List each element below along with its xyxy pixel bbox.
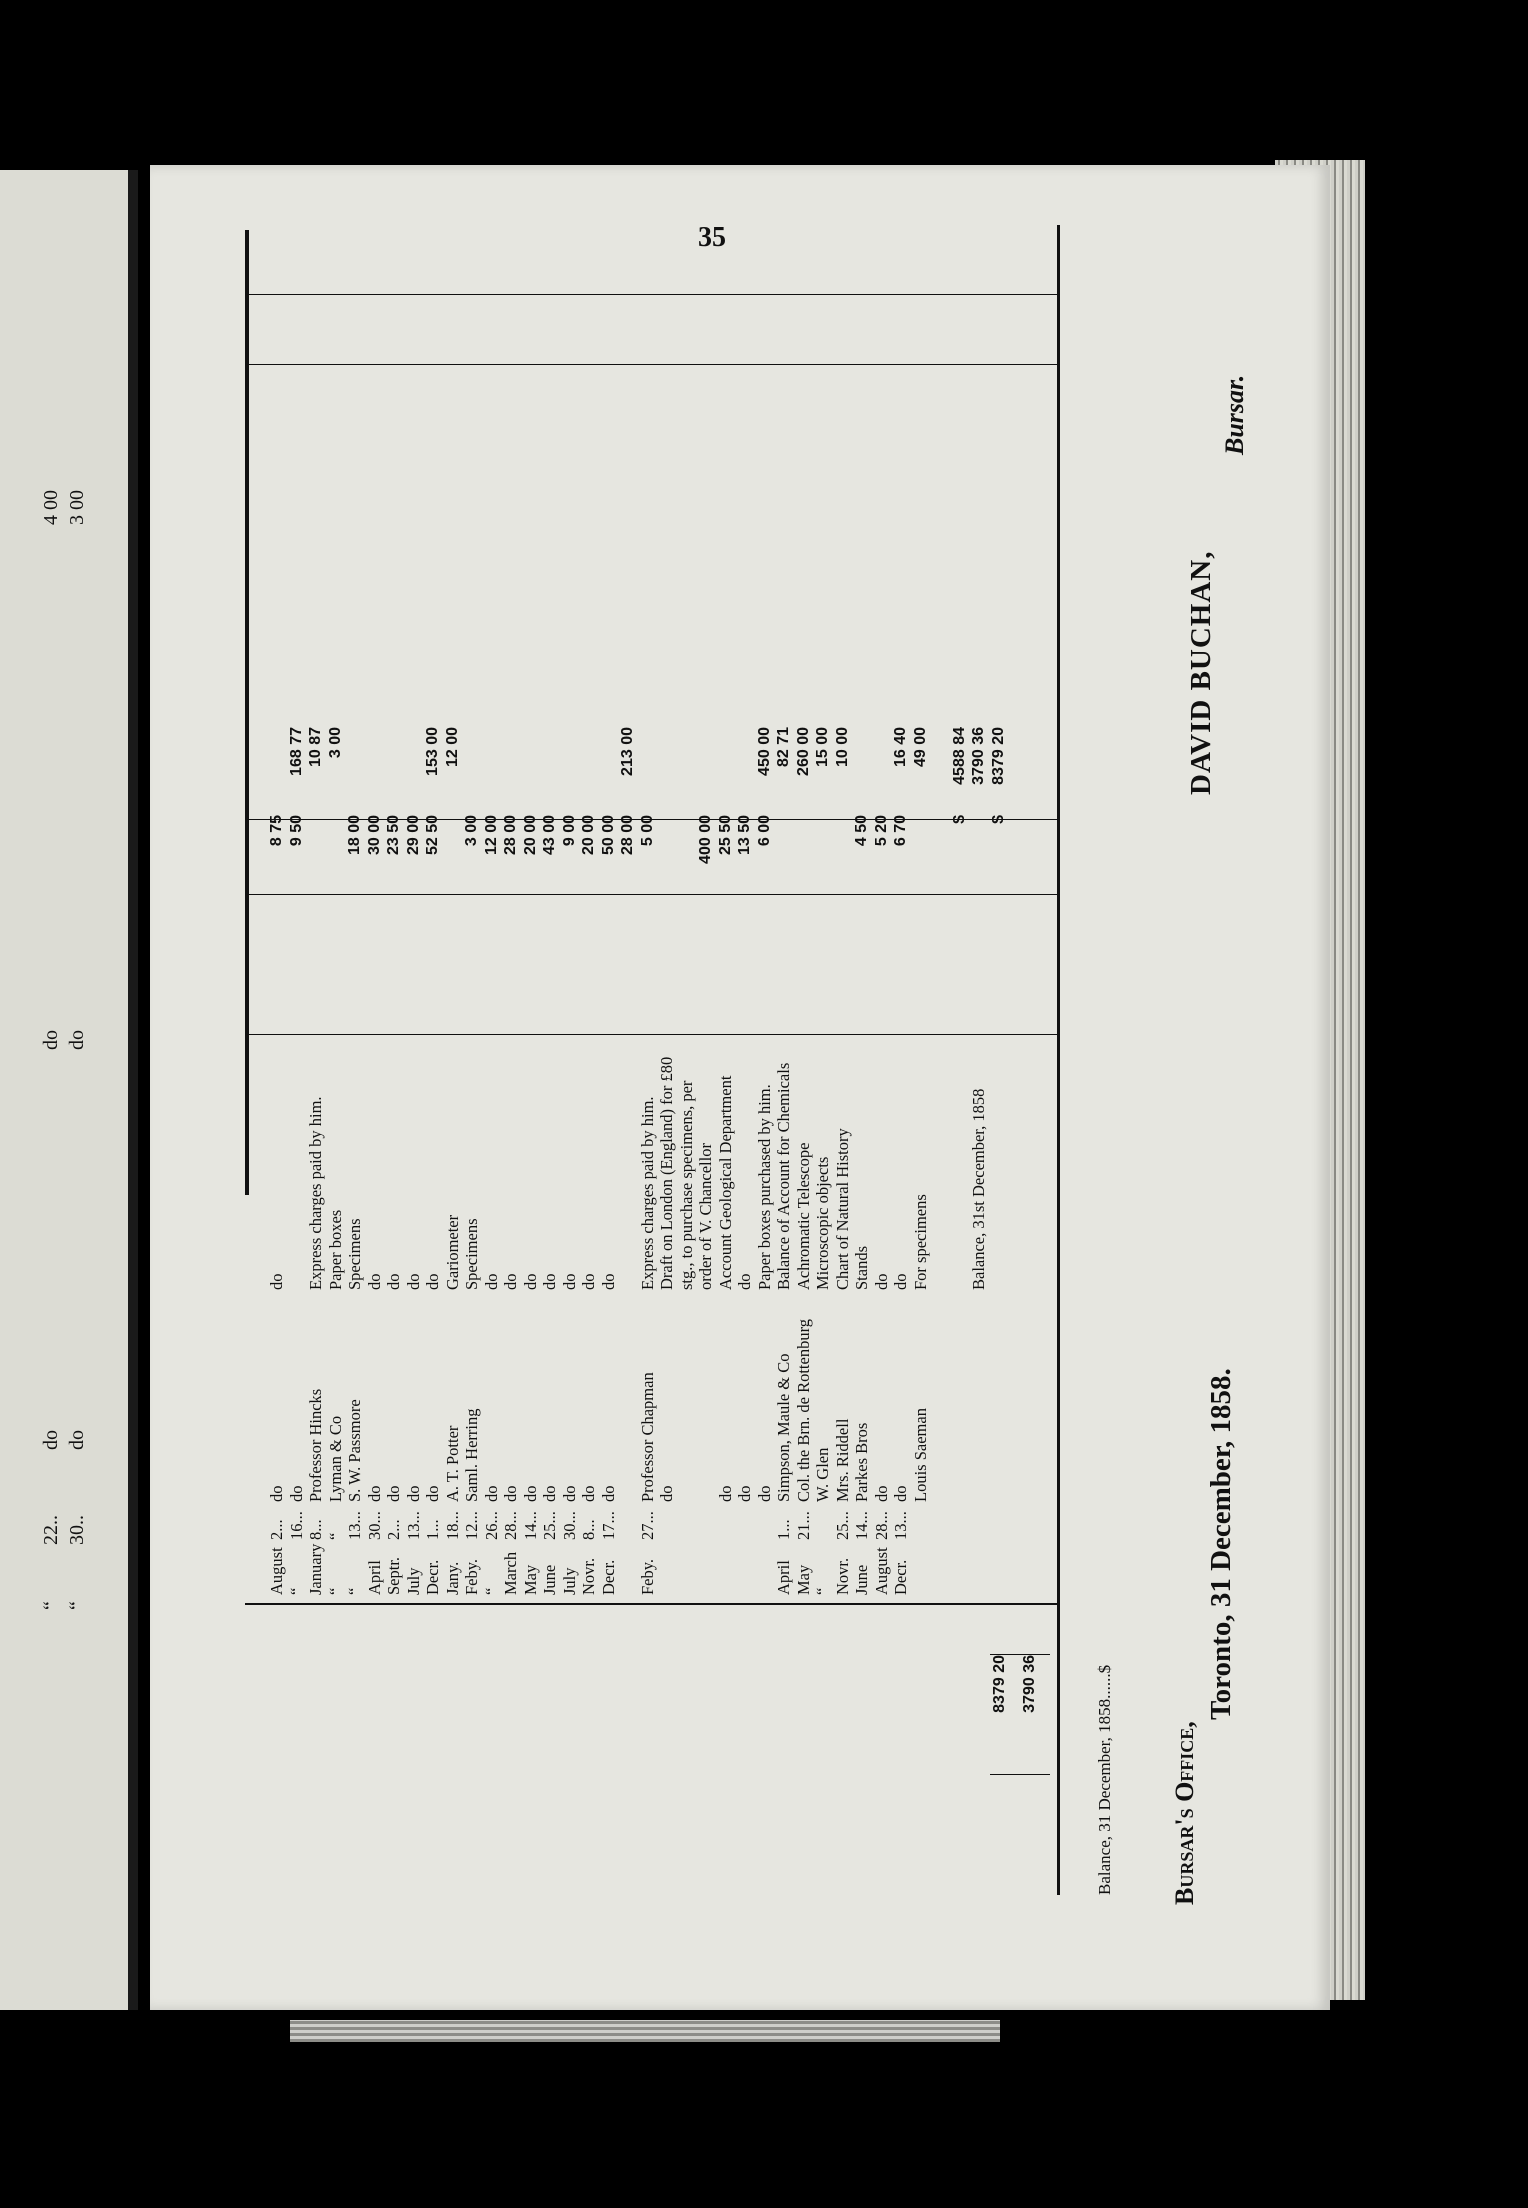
ledger-cell-total: 10 87: [307, 727, 324, 768]
ledger-cell-name: do: [715, 1485, 735, 1502]
ledger-cell-name: Col. the Brn. de Rottenburg: [793, 1318, 813, 1502]
ledger-cell-desc: do: [403, 1273, 423, 1290]
ledger-cell-sub: 4 50: [853, 815, 870, 847]
facing-amount: 3 00: [66, 490, 88, 525]
ledger-left-rule: [245, 1603, 1060, 1605]
ledger-cell-desc: Achromatic Telescope: [793, 1142, 813, 1290]
ledger-cell-name: Simpson, Maule & Co: [774, 1353, 793, 1502]
ledger-cell-name: do: [754, 1485, 774, 1502]
summary-total: 4588 84: [950, 727, 968, 785]
ledger-cell-desc: do: [481, 1273, 501, 1290]
ledger-cell-name: Parkes Bros: [852, 1422, 871, 1502]
ledger-cell-day: 14...: [520, 1511, 540, 1540]
ledger-cell-desc: Draft on London (England) for £80: [657, 1056, 676, 1290]
ledger-cell-day: 13...: [891, 1511, 910, 1540]
ledger-cell-month: March: [501, 1551, 520, 1595]
ledger-cell-day: 1...: [423, 1519, 442, 1540]
opening-amount: 3790 36: [1021, 1655, 1038, 1713]
facing-text: do: [40, 1030, 62, 1050]
ledger-cell-day: 12...: [462, 1511, 481, 1540]
ledger-cell-name: do: [579, 1485, 598, 1502]
facing-text: 30..: [66, 1515, 88, 1545]
ledger-cell-desc: Paper boxes: [325, 1209, 345, 1290]
signatory-name: DAVID BUCHAN,: [1185, 550, 1217, 795]
ledger-cell-desc: do: [598, 1273, 618, 1290]
book-edge: [290, 2020, 1000, 2042]
ledger-cell-month: Novr.: [579, 1557, 598, 1595]
ledger-cell-total: 450 00: [755, 727, 773, 776]
ledger-top-rule: [245, 230, 249, 1195]
ledger-cell-month: Novr.: [832, 1557, 852, 1595]
ledger-cell-total: 49 00: [911, 727, 929, 768]
facing-text: “: [40, 1601, 62, 1610]
place-date: Toronto, 31 December, 1858.: [1205, 1368, 1237, 1720]
ledger-cell-desc: Gariometer: [442, 1214, 462, 1290]
facing-text: 22..: [40, 1515, 62, 1545]
opening-rule: [990, 1774, 1050, 1775]
ledger-cell-name: do: [267, 1485, 286, 1502]
ledger-cell-total: 153 00: [424, 727, 441, 776]
ledger-cell-sub: 25 50: [716, 815, 734, 856]
ledger-cell-desc: do: [267, 1273, 286, 1290]
ledger-cell-sub: 5 00: [638, 815, 656, 847]
summary-total: 8379 20: [989, 727, 1007, 785]
ledger-cell-day: 27...: [637, 1511, 657, 1540]
ledger-cell-desc: Balance of Account for Chemicals: [774, 1062, 793, 1290]
ledger-cell-sub: 5 20: [872, 815, 890, 847]
ledger-cell-desc: do: [871, 1273, 891, 1290]
ledger-cell-total: 213 00: [619, 727, 636, 776]
ledger-cell-day: 2...: [384, 1519, 403, 1540]
ledger-cell-name: do: [423, 1485, 442, 1502]
ledger-cell-month: August: [871, 1547, 891, 1595]
ledger-cell-day: 17...: [598, 1511, 618, 1540]
ledger-cell-month: Septr.: [384, 1556, 403, 1595]
ledger-cell-name: do: [657, 1485, 676, 1502]
ledger-cell-sub: 9 50: [287, 815, 305, 847]
ledger-cell-name: do: [520, 1485, 540, 1502]
ledger-cell-desc: stg., to purchase specimens, per: [676, 1080, 696, 1290]
ledger-cell-name: do: [403, 1485, 423, 1502]
ledger-cell-desc: do: [540, 1273, 559, 1290]
ledger-cell-total: 16 40: [892, 727, 909, 768]
facing-amount: 4 00: [40, 490, 62, 525]
ledger-cell-month: “: [286, 1587, 306, 1595]
opening-amount: 8379 20: [991, 1655, 1008, 1713]
ledger-cell-month: April: [364, 1560, 384, 1595]
ledger-cell-sub: 9 00: [560, 815, 578, 847]
ledger-cell-name: do: [735, 1485, 754, 1502]
ledger-cell-sub: 6 00: [755, 815, 773, 847]
ledger-cell-sub: 20 00: [521, 815, 539, 856]
ledger-cell-month: May: [793, 1564, 813, 1595]
ledger-cell-month: July: [559, 1567, 579, 1595]
summary-total: 3790 36: [970, 727, 987, 785]
facing-text: do: [66, 1430, 88, 1450]
ledger-cell-day: 25...: [832, 1511, 852, 1540]
ledger-cell-month: January: [306, 1543, 325, 1595]
ledger-cell-day: 14...: [852, 1511, 871, 1540]
ledger-cell-desc: do: [384, 1273, 403, 1290]
ledger-cell-day: 30...: [364, 1511, 384, 1540]
ledger-cell-desc: do: [423, 1273, 442, 1290]
ledger-cell-sub: 52 50: [424, 815, 441, 856]
ledger-cell-day: 21...: [793, 1511, 813, 1540]
ledger-cell-desc: For specimens: [910, 1194, 930, 1290]
opening-amount: [990, 1775, 1010, 1855]
ledger-cell-month: “: [813, 1587, 832, 1595]
ledger-cell-total: 260 00: [794, 727, 812, 776]
ledger-cell-sub: 43 00: [541, 815, 558, 856]
ledger-cell-sub: 50 00: [599, 815, 617, 856]
ledger-cell-month: Feby.: [637, 1558, 657, 1595]
ledger-cell-desc: do: [735, 1273, 754, 1290]
ledger-cell-name: Professor Hincks: [306, 1388, 325, 1502]
summary-dollar: $: [989, 815, 1007, 824]
ledger-cell-day: “: [325, 1532, 345, 1540]
ledger-cell-day: 13...: [403, 1511, 423, 1540]
ledger-cell-desc: Express charges paid by him.: [637, 1096, 657, 1290]
ledger-cell-desc: Microscopic objects: [813, 1156, 832, 1290]
ledger-cell-total: 3 00: [326, 727, 344, 759]
ledger-cell-name: A. T. Potter: [442, 1425, 462, 1502]
ledger-cell-day: 28...: [501, 1511, 520, 1540]
signatory-title: Bursar.: [1220, 374, 1249, 455]
ledger-cell-sub: 29 00: [404, 815, 422, 856]
ledger-cell-month: Jany.: [442, 1561, 462, 1595]
ledger-cell-month: June: [540, 1564, 559, 1595]
ledger-cell-sub: 28 00: [619, 815, 636, 856]
ledger-cell-name: S. W. Passmore: [345, 1399, 364, 1502]
ledger-cell-desc: Account Geological Department: [715, 1075, 735, 1290]
ledger-cell-month: July: [403, 1567, 423, 1595]
ledger-cell-sub: 400 00: [697, 815, 714, 864]
ledger-cell-month: June: [852, 1564, 871, 1595]
ledger-cell-day: 8...: [306, 1519, 325, 1540]
ledger-cell-name: do: [384, 1485, 403, 1502]
ledger-cell-desc: Specimens: [345, 1218, 364, 1290]
ledger-cell-desc: order of V. Chancellor: [696, 1143, 715, 1290]
ledger-cell-name: Lyman & Co: [325, 1415, 345, 1502]
facing-text: “: [66, 1601, 88, 1610]
ledger-cell-name: do: [286, 1485, 306, 1502]
rotated-ledger: [245, 255, 1249, 1905]
ledger-cell-name: do: [481, 1485, 501, 1502]
ledger-cell-sub: 3 00: [463, 815, 480, 847]
facing-text: do: [40, 1430, 62, 1450]
ledger-cell-desc: do: [520, 1273, 540, 1290]
ledger-cell-name: Louis Saeman: [910, 1408, 930, 1502]
page-number: 35: [698, 222, 726, 253]
ledger-cell-month: Decr.: [423, 1559, 442, 1595]
ledger-cell-month: “: [325, 1587, 345, 1595]
ledger-cell-month: “: [345, 1587, 364, 1595]
ledger-cell-day: 8...: [579, 1519, 598, 1540]
bursar-office: Bursar's Office,: [1170, 1721, 1199, 1905]
ledger-cell-name: do: [501, 1485, 520, 1502]
ledger-cell-name: Saml. Herring: [462, 1408, 481, 1502]
ledger-cell-day: 25...: [540, 1511, 559, 1540]
ledger-cell-month: Feby.: [462, 1558, 481, 1595]
ledger-cell-name: Professor Chapman: [637, 1372, 657, 1502]
summary-dollar: $: [950, 815, 968, 824]
ledger-cell-desc: do: [579, 1273, 598, 1290]
ledger-cell-sub: 28 00: [502, 815, 519, 856]
ledger-cell-day: 26...: [481, 1511, 501, 1540]
ledger-cell-month: August: [267, 1547, 286, 1595]
opening-rule-2: [990, 1654, 1050, 1655]
ledger-cell-day: 2...: [267, 1519, 286, 1540]
ledger-cell-desc: Paper boxes purchased by him.: [754, 1084, 774, 1290]
ledger-cell-name: do: [559, 1485, 579, 1502]
ledger-cell-sub: 12 00: [482, 815, 500, 856]
ledger-cell-desc: do: [559, 1273, 579, 1290]
ledger-cell-sub: 8 75: [268, 815, 285, 847]
ledger-cell-total: 15 00: [814, 727, 831, 768]
ledger-cell-month: May: [520, 1564, 540, 1595]
ledger-cell-month: “: [481, 1587, 501, 1595]
ledger-cell-name: do: [891, 1485, 910, 1502]
facing-page-fragment: [0, 170, 138, 2010]
ledger-cell-desc: Chart of Natural History: [832, 1128, 852, 1290]
ledger-cell-month: April: [774, 1560, 793, 1595]
ledger-cell-day: 28...: [871, 1511, 891, 1540]
ledger-cell-sub: 6 70: [892, 815, 909, 847]
ledger-cell-day: 30...: [559, 1511, 579, 1540]
ledger-bottom-rule: [1057, 225, 1060, 1895]
ledger-cell-name: do: [364, 1485, 384, 1502]
column-divider: [245, 294, 1060, 295]
ledger-cell-name: W. Glen: [813, 1447, 832, 1502]
ledger-cell-name: Mrs. Riddell: [832, 1418, 852, 1502]
ledger-cell-desc: do: [501, 1273, 520, 1290]
ledger-cell-sub: 18 00: [346, 815, 363, 856]
ledger-cell-desc: do: [364, 1273, 384, 1290]
ledger-cell-sub: 30 00: [365, 815, 383, 856]
ledger-cell-desc: do: [891, 1273, 910, 1290]
summary-label: Balance, 31st December, 1858: [969, 1088, 988, 1290]
column-divider: [245, 364, 1060, 365]
ledger-cell-total: 82 71: [775, 727, 792, 768]
ledger-cell-sub: 13 50: [736, 815, 753, 856]
ledger-cell-day: 13...: [345, 1511, 364, 1540]
ledger-cell-day: 16...: [286, 1511, 306, 1540]
ledger-cell-sub: 23 50: [385, 815, 402, 856]
ledger-cell-name: do: [540, 1485, 559, 1502]
ledger-cell-desc: Specimens: [462, 1218, 481, 1290]
ledger-cell-desc: Express charges paid by him.: [306, 1096, 325, 1290]
facing-text: do: [66, 1030, 88, 1050]
ledger-cell-total: 168 77: [287, 727, 305, 776]
ledger-cell-total: 12 00: [443, 727, 461, 768]
ledger-cell-name: do: [598, 1485, 618, 1502]
opening-balance-label: Balance, 31 December, 1858......$: [1095, 1664, 1114, 1895]
ledger-cell-day: 1...: [774, 1519, 793, 1540]
ledger-cell-day: 18...: [442, 1511, 462, 1540]
ledger-cell-sub: 20 00: [580, 815, 597, 856]
ledger-cell-name: do: [871, 1485, 891, 1502]
ledger-cell-month: Decr.: [598, 1559, 618, 1595]
ledger-cell-total: 10 00: [833, 727, 851, 768]
ledger-cell-month: Decr.: [891, 1559, 910, 1595]
ledger-cell-desc: Stands: [852, 1245, 871, 1290]
